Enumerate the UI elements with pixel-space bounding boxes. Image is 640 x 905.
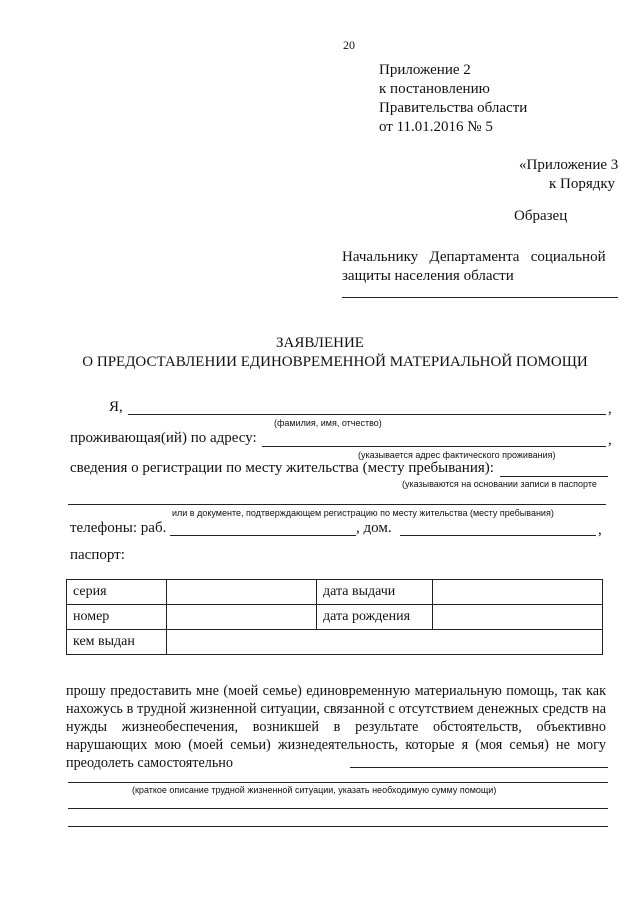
passport-table [66,579,603,655]
header-line-4: от 11.01.2016 № 5 [379,119,493,135]
appendix-line-1: «Приложение 3 [519,157,619,173]
registration-hint-2: или в документе, подтверждающем регистрацию по месту жительства (месту пребывания) [172,508,554,518]
situation-hint: (краткое описание трудной жизненной ситуации, указать необходимую сумму помощи) [132,785,497,795]
situation-field-line-1[interactable] [350,767,608,768]
addressee-line-2: защиты населения области [342,268,514,284]
name-field-comma: , [608,401,612,417]
passport-row-3 [67,630,603,655]
address-label: проживающая(ий) по адресу: [70,430,257,446]
header-line-2: к постановлению [379,81,490,97]
passport-row-1 [67,580,603,605]
request-paragraph [66,682,606,772]
series-label: серия [67,580,167,605]
number-cell[interactable] [167,605,317,630]
address-field-line[interactable] [262,446,606,447]
birth-date-label: дата рождения [317,605,433,630]
registration-label: сведения о регистрации по месту жительства (месту пребывания): [70,460,494,476]
work-phone-field-line[interactable] [170,535,356,536]
birth-date-cell[interactable] [433,605,603,630]
address-hint: (указывается адрес фактического проживания) [358,450,556,460]
name-hint: (фамилия, имя, отчество) [274,418,382,428]
registration-field-line-1[interactable] [500,476,608,477]
series-cell[interactable] [167,580,317,605]
page-number: 20 [343,38,355,52]
home-phone-field-line[interactable] [400,535,596,536]
registration-field-line-2[interactable] [68,504,606,505]
phones-end-comma: , [598,522,602,538]
issue-date-label: дата выдачи [317,580,433,605]
issued-by-label: кем выдан [67,630,167,655]
name-field-line[interactable] [128,414,606,415]
phones-label: телефоны: раб. [70,520,167,536]
addressee-name-line[interactable] [342,297,618,298]
situation-field-line-4[interactable] [68,826,608,827]
issued-by-cell[interactable] [167,630,603,655]
request-text: прошу предоставить мне (моей семье) единовременную материальную помощь, так как нахожусь в трудной жизненной ситуации, связанной с отсутствием денежных средств на нужды жизнеобеспечения, возникшей в результате обстоятельств, объективно нарушающих мою (моей семьи) жизнедеятельность, которые я (моя семья) не могу преодолеть самостоятельно [66,683,606,771]
i-label: Я, [109,399,123,415]
passport-label: паспорт: [70,547,125,563]
header-line-1: Приложение 2 [379,62,471,78]
situation-field-line-2[interactable] [68,782,608,783]
number-label: номер [67,605,167,630]
situation-field-line-3[interactable] [68,808,608,809]
addressee-line-1: Начальнику Департамента социальной [342,249,606,265]
phones-separator: , дом. [356,520,392,536]
sample-label: Образец [514,208,568,224]
document-subtitle: О ПРЕДОСТАВЛЕНИИ ЕДИНОВРЕМЕННОЙ МАТЕРИАЛЬНОЙ ПОМОЩИ [82,354,588,370]
registration-hint-1: (указываются на основании записи в паспорте [402,479,597,489]
address-field-comma: , [608,432,612,448]
issue-date-cell[interactable] [433,580,603,605]
document-title: ЗАЯВЛЕНИЕ [276,335,364,351]
appendix-line-2: к Порядку [549,176,615,192]
header-line-3: Правительства области [379,100,528,116]
passport-row-2 [67,605,603,630]
